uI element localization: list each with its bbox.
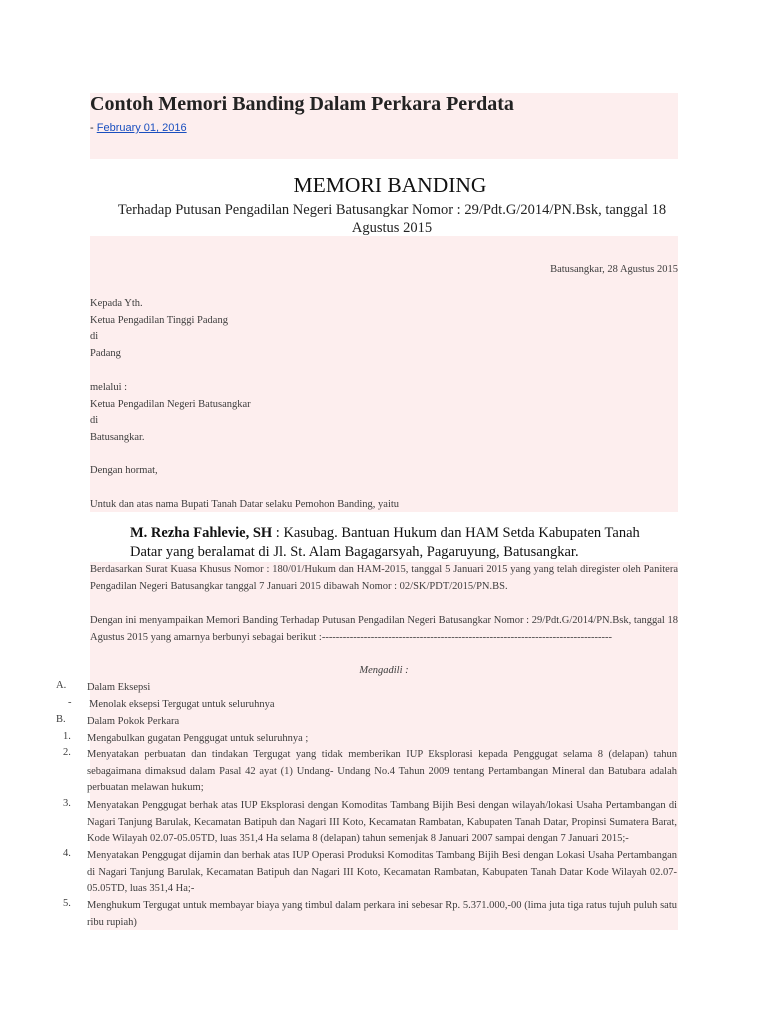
address-line: di: [90, 331, 99, 343]
address-line: melalui :: [90, 382, 128, 393]
address-line: Padang: [90, 348, 121, 360]
doc-heading: MEMORI BANDING: [293, 173, 487, 197]
representative-name: M. Rezha Fahlevie, SH: [130, 525, 273, 541]
list-item-number: 1.: [63, 731, 71, 742]
intro-line: Untuk dan atas nama Bupati Tanah Datar selaku Pemohon Banding, yaitu: [90, 499, 400, 510]
list-item: Menyatakan Penggugat dijamin dan berhak atas IUP Operasi Produksi Komoditas Tambang Bijih Besi dengan Lokasi Usaha Pertambangan di Nagari Tanjung Barulak, Kecamatan Batipuh dan Nagari III Koto, Kecamatan Rambatan, Kabupaten Tanah Datar Kode Wilayah 02.07-05.05TD, luas 351,4 Ha;-: [87, 850, 677, 895]
doc-subheading: Terhadap Putusan Pengadilan Negeri Batusangkar Nomor : 29/Pdt.G/2014/PN.Bsk, tanggal 18 Agustus 2015: [117, 202, 667, 236]
representative: [130, 524, 675, 562]
list-item-number: 5.: [63, 898, 71, 909]
list-item-number: 4.: [63, 848, 71, 859]
address-line: Kepada Yth.: [90, 298, 143, 309]
section-a-title: Dalam Eksepsi: [87, 682, 151, 693]
section-b-title: Dalam Pokok Perkara: [87, 716, 180, 727]
section-a-marker: A.: [56, 680, 67, 691]
address-line: Ketua Pengadilan Negeri Batusangkar: [90, 398, 251, 410]
list-item: Menyatakan perbuatan dan tindakan Tergugat yang tidak memberikan IUP Eksplorasi kepada Penggugat selama 8 (delapan) tahun sebagaimana dimaksud dalam Pasal 42 ayat (1) Undang- Undang No.4 Tahun 2009 tentang Pertambangan Mineral dan Batubara adalah perbuatan melawan hukum;: [87, 749, 677, 794]
list-item: Mengabulkan gugatan Penggugat untuk seluruhnya ;: [87, 733, 309, 744]
address-recipient: [90, 296, 228, 363]
section-b-marker: B.: [56, 714, 66, 725]
paragraph-submission: Dengan ini menyampaikan Memori Banding Terhadap Putusan Pengadilan Negeri Batusangkar Nomor : 29/Pdt.G/2014/PN.Bsk, tanggal 18 Agustus 2015 yang amarnya berbunyi sebagai berikut :-----------------------------------------------------------------------------------: [90, 615, 678, 643]
address-line: Batusangkar.: [90, 432, 145, 444]
paragraph-power-of-attorney: Berdasarkan Surat Kuasa Khusus Nomor : 180/01/Hukum dan HAM-2015, tanggal 5 Januari 2015 yang yang telah diregister oleh Panitera Pengadilan Negeri Batusangkar tanggal 7 Januari 2015 dibawah Nomor : 02/SK/PDT/2015/PN.BS.: [90, 564, 678, 592]
address-via: [90, 380, 251, 447]
greeting: Dengan hormat,: [90, 465, 158, 476]
post-date-link[interactable]: February 01, 2016: [96, 122, 187, 134]
section-a-item-marker: -: [68, 697, 72, 708]
place-date: Batusangkar, 28 Agustus 2015: [550, 264, 678, 275]
list-item: Menghukum Tergugat untuk membayar biaya yang timbul dalam perkara ini sebesar Rp. 5.371.000,-00 (lima juta tiga ratus tujuh puluh satu ribu rupiah): [87, 900, 677, 928]
date-prefix: -: [90, 122, 97, 134]
list-item: Menyatakan Penggugat berhak atas IUP Eksplorasi dengan Komoditas Tambang Bijih Besi dengan wilayah/lokasi Usaha Pertambangan di Nagari Tanjung Barulak, Kecamatan Batipuh dan Nagari III Koto, Kecamatan Rambatan, Kabupaten Tanah Datar, Propinsi Sumatera Barat, Kode Wilayah 02.07-05.05TD, luas 351,4 Ha selama 8 (delapan) tahun semenjak 8 Januari 2007 sampai dengan 7 Januari 2015;-: [87, 800, 677, 845]
post-date-line: [90, 122, 187, 134]
section-a-item: Menolak eksepsi Tergugat untuk seluruhnya: [89, 699, 275, 710]
representative-desc: : Kasubag. Bantuan Hukum dan HAM Setda Kabupaten Tanah Datar yang beralamat di Jl. St. Alam Bagagarsyah, Pagaruyung, Batusangkar.: [130, 525, 640, 560]
list-item-number: 2.: [63, 747, 71, 758]
list-item-number: 3.: [63, 798, 71, 809]
post-title: Contoh Memori Banding Dalam Perkara Perdata: [90, 93, 514, 115]
address-line: di: [90, 415, 99, 427]
address-line: Ketua Pengadilan Tinggi Padang: [90, 314, 228, 326]
mengadili-heading: Mengadili :: [359, 665, 409, 676]
